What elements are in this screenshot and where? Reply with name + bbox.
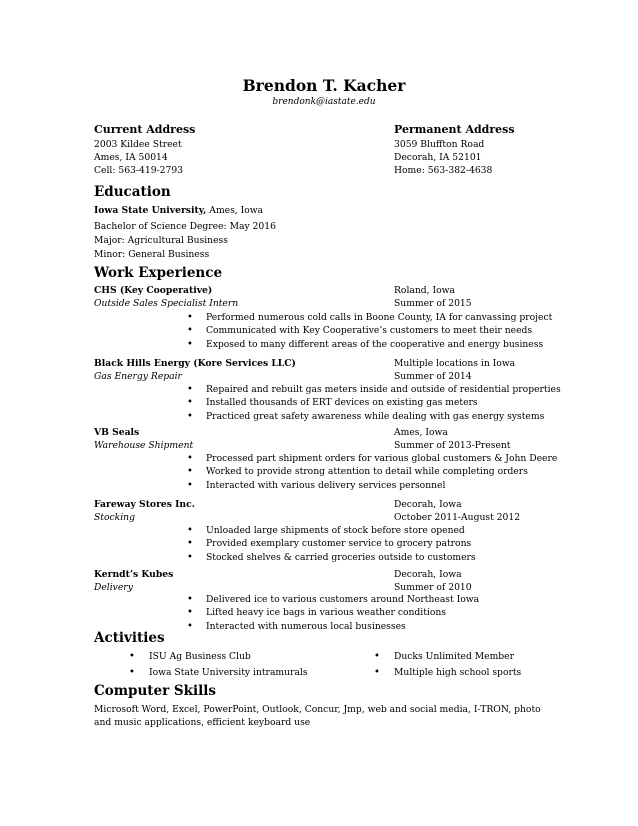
permanent-address-title: Permanent Address <box>394 123 515 136</box>
job-location: Roland, Iowa <box>394 285 456 296</box>
education-title: Education <box>94 184 171 200</box>
job-role: Delivery <box>94 582 133 593</box>
activity-item: • ISU Ag Business Club <box>129 649 308 665</box>
work-experience-title: Work Experience <box>94 265 223 281</box>
current-address-line: 2003 Kildee Street <box>94 139 182 150</box>
education-school-line <box>94 205 263 216</box>
computer-skills-text: Microsoft Word, Excel, PowerPoint, Outlook, Concur, Jmp, web and social media, I-TRON, photo and music applications, efficient keyboard use <box>94 704 541 729</box>
current-address-block <box>94 138 183 178</box>
job-bullet: • Communicated with Key Cooperative’s customers to meet their needs <box>187 324 552 337</box>
job-company: Black Hills Energy (Kore Services LLC) <box>94 358 296 369</box>
permanent-address-block <box>394 138 492 178</box>
permanent-address-line: Home: 563-382-4638 <box>394 165 493 177</box>
job-bullet: • Unloaded large shipments of stock before store opened <box>187 524 476 537</box>
job-bullet: • Interacted with numerous local businesses <box>187 620 479 633</box>
job-bullet: • Performed numerous cold calls in Boone County, IA for canvassing project <box>187 311 552 324</box>
job-bullet: • Exposed to many different areas of the cooperative and energy business <box>187 338 552 351</box>
job-bullets <box>187 593 479 633</box>
job-bullet: • Processed part shipment orders for various global customers & John Deere <box>187 452 557 465</box>
job-role: Warehouse Shipment <box>94 440 194 451</box>
job-dates: Summer of 2010 <box>394 582 472 593</box>
permanent-address-line: 3059 Bluffton Road <box>394 139 485 150</box>
job-role: Outside Sales Specialist Intern <box>94 298 239 309</box>
resume-email: brendonk@iastate.edu <box>272 97 376 107</box>
job-bullets <box>187 311 552 351</box>
resume-name: Brendon T. Kacher <box>242 76 406 95</box>
job-bullets <box>187 383 561 423</box>
activities-left-list <box>129 649 308 681</box>
current-address-line: Cell: 563-419-2793 <box>94 165 184 177</box>
education-minor: Minor: General Business <box>94 248 210 260</box>
job-bullet: • Lifted heavy ice bags in various weather conditions <box>187 606 479 619</box>
job-company: Kerndt’s Kubes <box>94 569 174 580</box>
job-role: Gas Energy Repair <box>94 371 182 382</box>
activities-title: Activities <box>94 630 165 646</box>
job-bullets <box>187 452 557 492</box>
job-company: CHS (Key Cooperative) <box>94 285 213 296</box>
job-location: Decorah, Iowa <box>394 499 462 510</box>
job-bullet: • Stocked shelves & carried groceries outside to customers <box>187 551 476 564</box>
job-dates: Summer of 2013-Present <box>394 440 511 451</box>
education-degree: Bachelor of Science Degree: May 2016 <box>94 221 276 232</box>
job-location: Decorah, Iowa <box>394 569 462 580</box>
job-company: VB Seals <box>94 427 140 438</box>
current-address-title: Current Address <box>94 123 196 136</box>
activities-right-list <box>374 649 521 681</box>
activity-item: • Ducks Unlimited Member <box>374 649 521 665</box>
job-bullets <box>187 524 476 564</box>
current-address-line: Ames, IA 50014 <box>94 152 168 164</box>
job-company: Fareway Stores Inc. <box>94 499 195 510</box>
job-dates: Summer of 2015 <box>394 298 472 309</box>
activity-item: • Multiple high school sports <box>374 665 521 681</box>
job-bullet: • Repaired and rebuilt gas meters inside and outside of residential properties <box>187 383 561 396</box>
activity-item: • Iowa State University intramurals <box>129 665 308 681</box>
computer-skills-title: Computer Skills <box>94 683 217 699</box>
permanent-address-line: Decorah, IA 52101 <box>394 152 482 164</box>
education-major: Major: Agricultural Business <box>94 234 228 246</box>
job-location: Ames, Iowa <box>394 427 448 438</box>
job-bullet: • Provided exemplary customer service to grocery patrons <box>187 537 476 550</box>
job-role: Stocking <box>94 512 135 523</box>
job-bullet: • Worked to provide strong attention to detail while completing orders <box>187 465 557 478</box>
education-details <box>94 220 276 261</box>
job-bullet: • Delivered ice to various customers around Northeast Iowa <box>187 593 479 606</box>
job-bullet: • Practiced great safety awareness while dealing with gas energy systems <box>187 410 561 423</box>
job-dates: October 2011-August 2012 <box>394 512 521 523</box>
education-location: Ames, Iowa <box>206 205 264 216</box>
job-bullet: • Installed thousands of ERT devices on existing gas meters <box>187 396 561 409</box>
job-bullet: • Interacted with various delivery services personnel <box>187 479 557 492</box>
job-dates: Summer of 2014 <box>394 371 472 382</box>
job-location: Multiple locations in Iowa <box>394 358 516 369</box>
education-school: Iowa State University, <box>94 205 207 216</box>
